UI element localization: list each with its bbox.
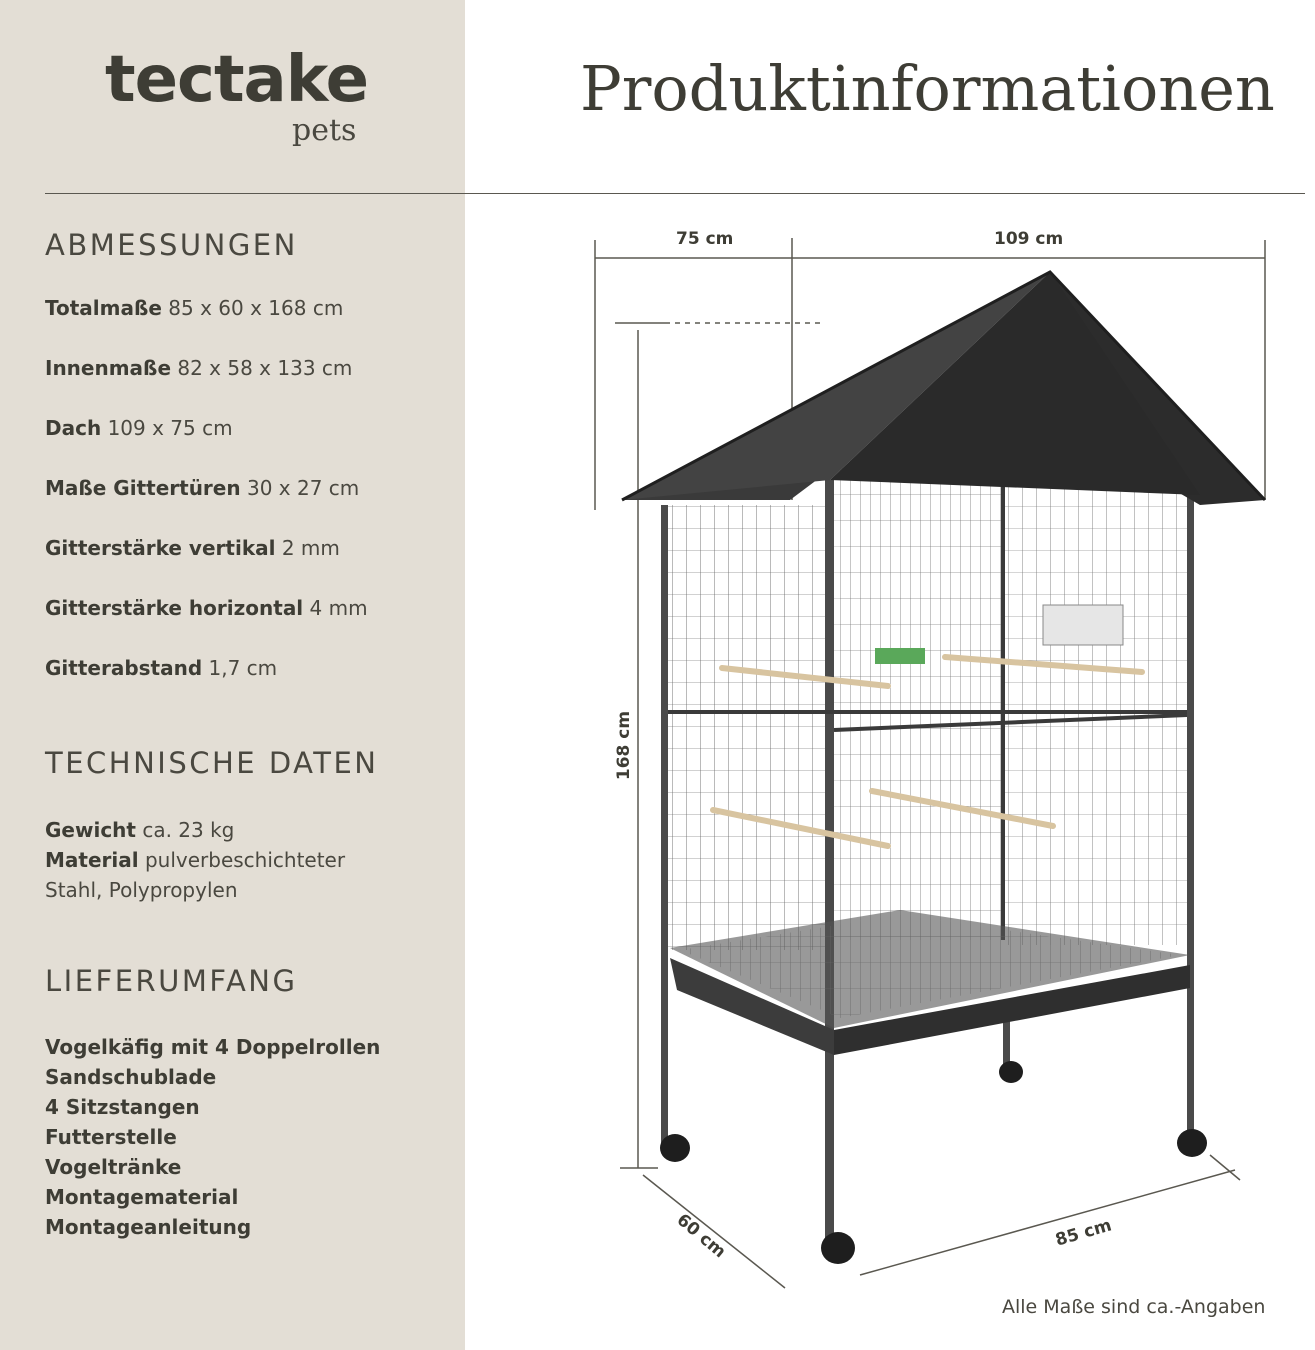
spec-value: 109 x 75 cm <box>107 416 233 440</box>
list-item: Sandschublade <box>45 1065 217 1089</box>
heading-technische-daten: TECHNISCHE DATEN <box>45 746 379 780</box>
spec-label: Totalmaße <box>45 296 162 320</box>
spec-label: Gitterstärke horizontal <box>45 596 304 620</box>
material-value-cont: Stahl, Polypropylen <box>45 878 238 902</box>
spec-label: Innenmaße <box>45 356 172 380</box>
spec-value: 4 mm <box>309 596 368 620</box>
spec-row <box>45 358 352 378</box>
list-item: Vogeltränke <box>45 1155 182 1179</box>
spec-row <box>45 658 277 678</box>
list-item: Montageanleitung <box>45 1215 252 1239</box>
dim-roof-depth: 75 cm <box>676 229 734 249</box>
material-label: Material <box>45 848 139 872</box>
bird-cage-illustration <box>465 195 1315 1295</box>
dim-width: 85 cm <box>1053 1215 1114 1251</box>
list-item: Futterstelle <box>45 1125 177 1149</box>
list-item: Montagematerial <box>45 1185 239 1209</box>
spec-value: 85 x 60 x 168 cm <box>168 296 344 320</box>
spec-row <box>45 298 343 318</box>
heading-abmessungen: ABMESSUNGEN <box>45 228 298 262</box>
spec-row <box>45 478 359 498</box>
list-item: 4 Sitzstangen <box>45 1095 200 1119</box>
divider <box>45 193 1305 194</box>
spec-label: Dach <box>45 416 102 440</box>
lieferumfang-list <box>45 1032 380 1242</box>
spec-label: Gitterabstand <box>45 656 203 680</box>
spec-label: Maße Gittertüren <box>45 476 241 500</box>
spec-row <box>45 418 233 438</box>
heading-lieferumfang: LIEFERUMFANG <box>45 964 298 998</box>
spec-value: 1,7 cm <box>208 656 278 680</box>
spec-value: 2 mm <box>281 536 340 560</box>
page-title: Produktinformationen <box>580 52 1275 125</box>
list-item: Vogelkäfig mit 4 Doppelrollen <box>45 1035 381 1059</box>
dim-depth: 60 cm <box>672 1210 730 1263</box>
spec-value: 30 x 27 cm <box>246 476 360 500</box>
material-value: pulverbeschichteter <box>144 848 346 872</box>
brand-sub: pets <box>292 113 357 148</box>
tech-block <box>45 815 345 905</box>
spec-label: Gitterstärke vertikal <box>45 536 276 560</box>
footnote: Alle Maße sind ca.-Angaben <box>1002 1296 1266 1318</box>
spec-value: 82 x 58 x 133 cm <box>177 356 353 380</box>
spec-row <box>45 538 340 558</box>
dim-height: 168 cm <box>614 710 635 781</box>
weight-label: Gewicht <box>45 818 136 842</box>
spec-row <box>45 598 368 618</box>
dim-roof-width: 109 cm <box>994 229 1064 249</box>
weight-value: ca. 23 kg <box>142 818 235 842</box>
brand-logo: tectake <box>105 43 368 117</box>
